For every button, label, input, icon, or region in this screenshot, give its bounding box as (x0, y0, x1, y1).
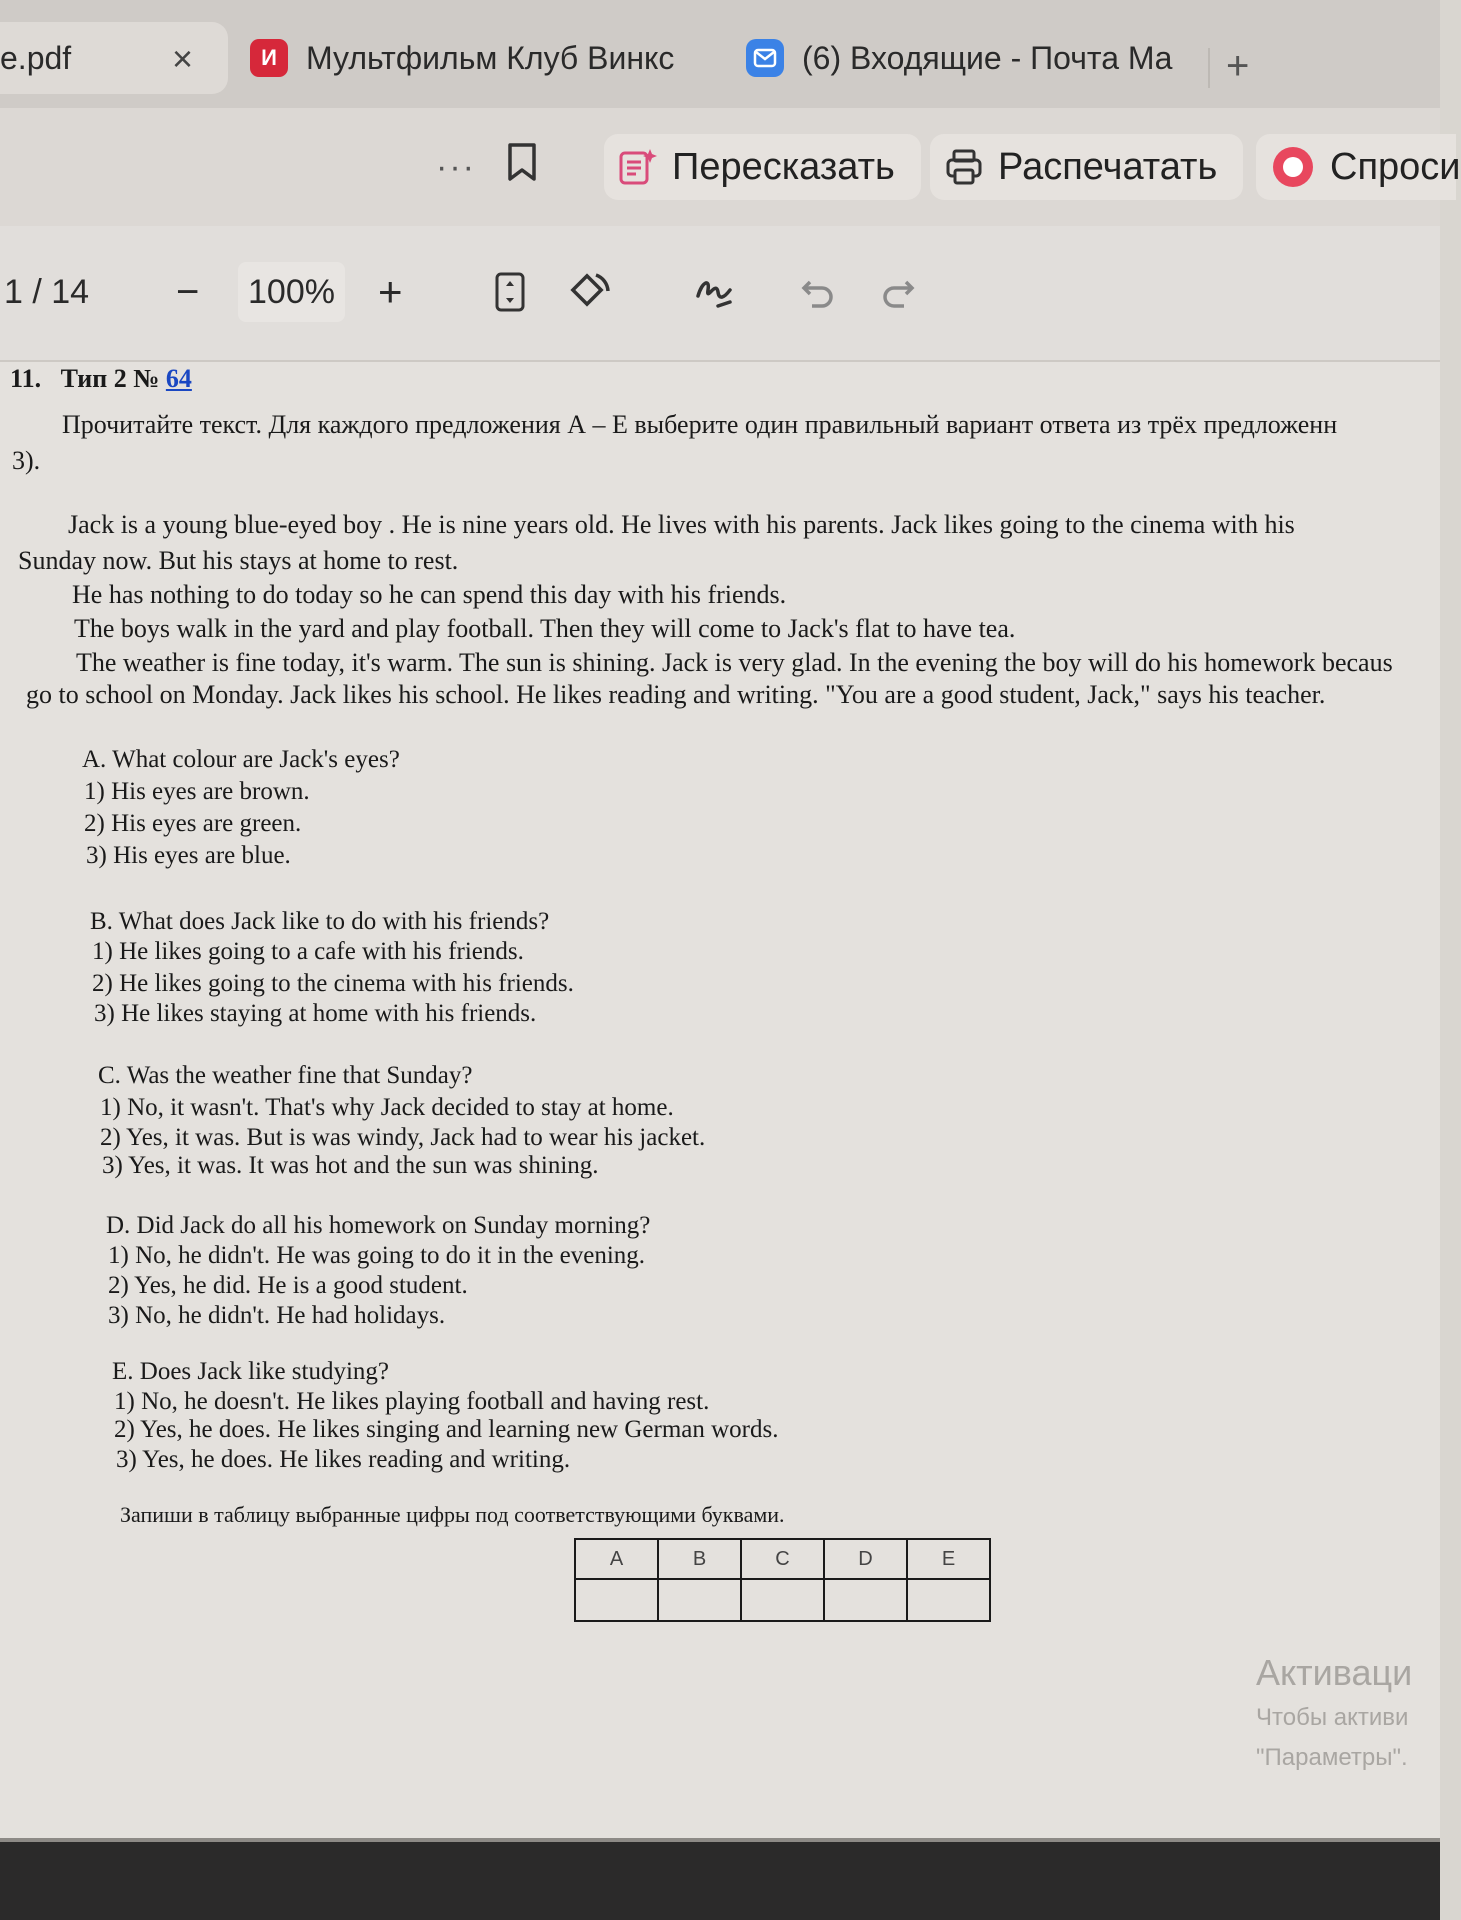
answer-option: 1) No, it wasn't. That's why Jack decided to stay at home. (100, 1094, 674, 1121)
bookmark-icon (506, 142, 538, 192)
tab-bar (0, 0, 1440, 108)
tab-pdf[interactable] (0, 22, 228, 94)
answer-option: 3) Yes, he does. He likes reading and writing. (116, 1446, 571, 1473)
activation-watermark-title: Активаци (1256, 1652, 1413, 1693)
redo-icon[interactable] (880, 262, 916, 322)
tab-title: e.pdf (0, 39, 72, 76)
answer-option: 2) Yes, he does. He likes singing and learning new German words. (114, 1416, 779, 1443)
answer-option: 3) His eyes are blue. (86, 842, 291, 869)
answer-cell[interactable] (824, 1579, 907, 1621)
answer-table (574, 1538, 991, 1622)
text-line: go to school on Monday. Jack likes his school. He likes reading and writing. "You are a good student, Jack," says his teacher. (26, 680, 1326, 709)
tab-winx[interactable] (250, 22, 690, 94)
draw-icon[interactable] (694, 262, 734, 322)
answer-cell[interactable] (741, 1579, 824, 1621)
answer-cell[interactable] (658, 1579, 741, 1621)
text-line: The boys walk in the yard and play football. Then they will come to Jack's flat to have tea. (74, 614, 1016, 643)
printer-icon (944, 147, 984, 187)
answer-option: 2) Yes, he did. He is a good student. (108, 1272, 468, 1299)
question-header (10, 364, 192, 394)
answer-cell[interactable] (907, 1579, 990, 1621)
question-item: E. Does Jack like studying? (112, 1358, 390, 1385)
ask-alice-button[interactable] (1256, 134, 1461, 200)
question-item: D. Did Jack do all his homework on Sunday morning? (106, 1212, 651, 1239)
table-header-cell: A (575, 1539, 658, 1579)
monitor-bezel (0, 1842, 1440, 1920)
tab-title: Мультфильм Клуб Винкс (306, 39, 675, 76)
question-link[interactable]: 64 (165, 364, 192, 393)
instruction-tail: 3). (12, 446, 41, 475)
answer-option: 3) No, he didn't. He had holidays. (108, 1302, 446, 1329)
text-line: Sunday now. But his stays at home to rest. (18, 546, 459, 575)
retell-icon (618, 147, 658, 187)
tab-mail[interactable] (746, 22, 1206, 94)
close-icon[interactable]: × (172, 38, 194, 79)
answer-cell[interactable] (575, 1579, 658, 1621)
table-prompt: Запиши в таблицу выбранные цифры под соответствующими буквами. (120, 1502, 785, 1527)
text-line: The weather is fine today, it's warm. The sun is shining. Jack is very glad. In the evening the boy will do his homework becaus (76, 648, 1393, 677)
rotate-icon[interactable] (566, 262, 612, 322)
zoom-in-button[interactable]: + (378, 268, 403, 315)
answer-option: 1) His eyes are brown. (84, 778, 310, 805)
answer-option: 2) His eyes are green. (84, 810, 302, 837)
answer-option: 1) No, he doesn't. He likes playing football and having rest. (114, 1388, 710, 1415)
answer-option: 3) He likes staying at home with his friends. (94, 1000, 537, 1027)
ask-label: Спроси (1330, 145, 1461, 188)
question-type: Тип 2 № (60, 364, 160, 393)
zoom-out-button[interactable]: − (176, 269, 200, 314)
pdf-page (0, 362, 1440, 1842)
table-header-cell: D (824, 1539, 907, 1579)
table-header-cell: B (658, 1539, 741, 1579)
question-item: B. What does Jack like to do with his friends? (90, 908, 550, 935)
activation-watermark-text: "Параметры". (1256, 1744, 1408, 1771)
question-item: C. Was the weather fine that Sunday? (98, 1062, 473, 1089)
answer-option: 2) Yes, it was. But is was windy, Jack had to wear his jacket. (100, 1124, 706, 1151)
table-header-cell: C (741, 1539, 824, 1579)
instruction: Прочитайте текст. Для каждого предложения А – Е выберите один правильный вариант ответа из трёх предложенн (62, 410, 1338, 439)
pdf-toolbar (0, 226, 1440, 362)
question-number: 11. (10, 364, 42, 393)
more-icon[interactable]: ··· (436, 147, 476, 186)
retell-label: Пересказать (672, 145, 895, 188)
page-counter: 1 / 14 (4, 272, 90, 311)
print-label: Распечатать (998, 145, 1218, 188)
fit-page-icon[interactable] (494, 262, 526, 322)
print-button[interactable] (930, 134, 1243, 200)
alice-icon (1270, 144, 1316, 190)
undo-icon[interactable] (800, 262, 836, 322)
tab-divider (1208, 48, 1210, 88)
answer-option: 2) He likes going to the cinema with his friends. (92, 970, 574, 997)
text-line: He has nothing to do today so he can spend this day with his friends. (72, 580, 787, 609)
action-bar (0, 108, 1461, 226)
answer-option: 1) No, he didn't. He was going to do it in the evening. (108, 1242, 646, 1269)
new-tab-icon[interactable]: + (1226, 44, 1250, 88)
activation-watermark-text: Чтобы активи (1256, 1704, 1409, 1731)
answer-option: 1) He likes going to a cafe with his friends. (92, 938, 524, 965)
mail-icon (746, 39, 784, 77)
text-line: Jack is a young blue-eyed boy . He is nine years old. He lives with his parents. Jack likes going to the cinema with his (68, 510, 1295, 539)
question-item: A. What colour are Jack's eyes? (82, 746, 400, 773)
zoom-level[interactable]: 100% (238, 262, 345, 322)
retell-button[interactable] (604, 134, 921, 200)
table-header-cell: E (907, 1539, 990, 1579)
bookmark-button[interactable] (506, 134, 538, 200)
answer-option: 3) Yes, it was. It was hot and the sun was shining. (102, 1152, 599, 1179)
tab-title: (6) Входящие - Почта Ma (802, 39, 1173, 76)
yandex-icon: И (250, 39, 288, 77)
